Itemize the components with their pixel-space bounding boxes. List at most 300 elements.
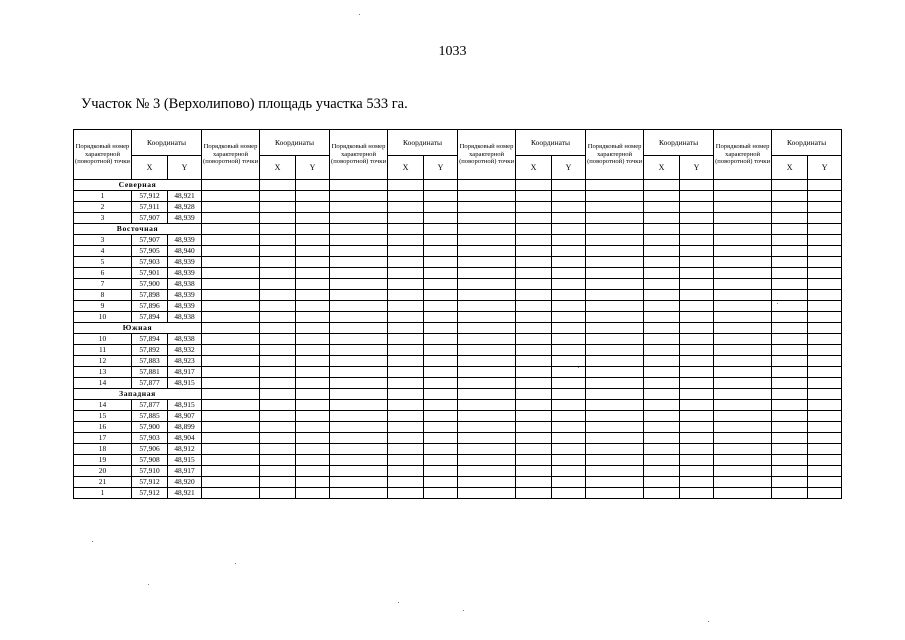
empty-cell <box>424 488 458 499</box>
x-coordinate-cell: 57,892 <box>132 345 168 356</box>
empty-cell <box>772 257 808 268</box>
empty-cell <box>644 224 680 235</box>
empty-cell <box>680 224 714 235</box>
empty-cell <box>202 290 260 301</box>
header-point-number: Порядковый номер характерной (поворотной) точки <box>330 130 388 180</box>
y-coordinate-cell: 48,915 <box>168 400 202 411</box>
header-point-number: Порядковый номер характерной (поворотной) точки <box>458 130 516 180</box>
empty-cell <box>808 246 842 257</box>
point-number-cell: 10 <box>74 334 132 345</box>
empty-cell <box>260 367 296 378</box>
empty-cell <box>424 268 458 279</box>
y-coordinate-cell: 48,921 <box>168 488 202 499</box>
page-number: 1033 <box>438 44 467 59</box>
empty-cell <box>458 246 516 257</box>
x-coordinate-cell: 57,911 <box>132 202 168 213</box>
empty-cell <box>330 323 388 334</box>
empty-cell <box>260 312 296 323</box>
point-number-cell: 13 <box>74 367 132 378</box>
point-number-cell: 5 <box>74 257 132 268</box>
empty-cell <box>516 191 552 202</box>
empty-cell <box>388 279 424 290</box>
empty-cell <box>808 444 842 455</box>
empty-cell <box>458 323 516 334</box>
empty-cell <box>516 433 552 444</box>
point-number-cell: 4 <box>74 246 132 257</box>
empty-cell <box>296 246 330 257</box>
empty-cell <box>772 334 808 345</box>
empty-cell <box>714 477 772 488</box>
empty-cell <box>772 224 808 235</box>
empty-cell <box>260 213 296 224</box>
empty-cell <box>424 301 458 312</box>
y-coordinate-cell: 48,939 <box>168 257 202 268</box>
empty-cell <box>516 202 552 213</box>
empty-cell <box>388 433 424 444</box>
y-coordinate-cell: 48,907 <box>168 411 202 422</box>
empty-cell <box>680 356 714 367</box>
point-number-cell: 15 <box>74 411 132 422</box>
empty-cell <box>388 268 424 279</box>
empty-cell <box>202 202 260 213</box>
empty-cell <box>516 422 552 433</box>
empty-cell <box>680 268 714 279</box>
empty-cell <box>714 455 772 466</box>
point-number-cell: 1 <box>74 488 132 499</box>
empty-cell <box>330 345 388 356</box>
empty-cell <box>586 312 644 323</box>
empty-cell <box>808 224 842 235</box>
empty-cell <box>644 202 680 213</box>
empty-cell <box>424 257 458 268</box>
empty-cell <box>808 323 842 334</box>
empty-cell <box>202 224 260 235</box>
empty-cell <box>586 268 644 279</box>
empty-cell <box>680 235 714 246</box>
empty-cell <box>330 389 388 400</box>
empty-cell <box>808 378 842 389</box>
empty-cell <box>516 477 552 488</box>
header-point-number: Порядковый номер характерной (поворотной) точки <box>74 130 132 180</box>
empty-cell <box>296 345 330 356</box>
empty-cell <box>714 422 772 433</box>
empty-cell <box>458 345 516 356</box>
x-coordinate-cell: 57,896 <box>132 301 168 312</box>
x-coordinate-cell: 57,912 <box>132 191 168 202</box>
scan-speck <box>708 621 709 622</box>
section-heading: Северная <box>74 180 202 191</box>
empty-cell <box>388 202 424 213</box>
empty-cell <box>260 400 296 411</box>
empty-cell <box>552 345 586 356</box>
empty-cell <box>458 224 516 235</box>
empty-cell <box>516 345 552 356</box>
empty-cell <box>458 389 516 400</box>
empty-cell <box>808 477 842 488</box>
empty-cell <box>680 466 714 477</box>
empty-cell <box>808 235 842 246</box>
table-row <box>74 411 842 422</box>
empty-cell <box>330 246 388 257</box>
empty-cell <box>516 257 552 268</box>
empty-cell <box>424 224 458 235</box>
empty-cell <box>388 411 424 422</box>
empty-cell <box>772 235 808 246</box>
section-heading: Восточная <box>74 224 202 235</box>
table-row <box>74 246 842 257</box>
scan-speck <box>359 14 360 15</box>
empty-cell <box>680 301 714 312</box>
empty-cell <box>808 257 842 268</box>
empty-cell <box>644 422 680 433</box>
y-coordinate-cell: 48,938 <box>168 334 202 345</box>
point-number-cell: 11 <box>74 345 132 356</box>
table-row <box>74 301 842 312</box>
scan-speck <box>578 367 579 368</box>
header-x: X <box>388 156 424 180</box>
empty-cell <box>458 367 516 378</box>
section-heading-row <box>74 224 842 235</box>
y-coordinate-cell: 48,939 <box>168 235 202 246</box>
table-row <box>74 378 842 389</box>
header-coordinates: Координаты <box>132 130 202 156</box>
empty-cell <box>202 444 260 455</box>
y-coordinate-cell: 48,939 <box>168 213 202 224</box>
empty-cell <box>552 433 586 444</box>
section-heading: Южная <box>74 323 202 334</box>
empty-cell <box>202 191 260 202</box>
empty-cell <box>424 202 458 213</box>
header-y: Y <box>296 156 330 180</box>
x-coordinate-cell: 57,877 <box>132 378 168 389</box>
empty-cell <box>516 213 552 224</box>
empty-cell <box>296 411 330 422</box>
empty-cell <box>808 367 842 378</box>
empty-cell <box>458 411 516 422</box>
x-coordinate-cell: 57,900 <box>132 279 168 290</box>
empty-cell <box>644 488 680 499</box>
empty-cell <box>458 213 516 224</box>
empty-cell <box>808 334 842 345</box>
header-coordinates: Координаты <box>388 130 458 156</box>
empty-cell <box>586 422 644 433</box>
empty-cell <box>330 356 388 367</box>
empty-cell <box>808 290 842 301</box>
empty-cell <box>552 191 586 202</box>
header-y: Y <box>808 156 842 180</box>
empty-cell <box>424 279 458 290</box>
empty-cell <box>552 312 586 323</box>
empty-cell <box>424 367 458 378</box>
empty-cell <box>586 400 644 411</box>
empty-cell <box>644 180 680 191</box>
empty-cell <box>260 389 296 400</box>
empty-cell <box>202 246 260 257</box>
empty-cell <box>714 213 772 224</box>
empty-cell <box>772 279 808 290</box>
empty-cell <box>516 378 552 389</box>
empty-cell <box>644 466 680 477</box>
point-number-cell: 7 <box>74 279 132 290</box>
empty-cell <box>680 290 714 301</box>
empty-cell <box>680 334 714 345</box>
empty-cell <box>714 444 772 455</box>
empty-cell <box>424 455 458 466</box>
empty-cell <box>330 411 388 422</box>
empty-cell <box>586 367 644 378</box>
empty-cell <box>458 268 516 279</box>
table-row <box>74 455 842 466</box>
empty-cell <box>202 213 260 224</box>
header-coordinates: Координаты <box>516 130 586 156</box>
empty-cell <box>296 466 330 477</box>
empty-cell <box>714 323 772 334</box>
x-coordinate-cell: 57,908 <box>132 455 168 466</box>
x-coordinate-cell: 57,901 <box>132 268 168 279</box>
y-coordinate-cell: 48,923 <box>168 356 202 367</box>
empty-cell <box>260 411 296 422</box>
empty-cell <box>424 356 458 367</box>
empty-cell <box>458 378 516 389</box>
empty-cell <box>516 268 552 279</box>
empty-cell <box>202 422 260 433</box>
empty-cell <box>680 312 714 323</box>
table-row <box>74 422 842 433</box>
x-coordinate-cell: 57,894 <box>132 312 168 323</box>
y-coordinate-cell: 48,912 <box>168 444 202 455</box>
x-coordinate-cell: 57,903 <box>132 433 168 444</box>
empty-cell <box>458 191 516 202</box>
empty-cell <box>202 488 260 499</box>
empty-cell <box>458 235 516 246</box>
header-y: Y <box>680 156 714 180</box>
empty-cell <box>680 279 714 290</box>
empty-cell <box>772 290 808 301</box>
table-row <box>74 356 842 367</box>
empty-cell <box>714 433 772 444</box>
empty-cell <box>202 334 260 345</box>
empty-cell <box>552 378 586 389</box>
empty-cell <box>714 411 772 422</box>
empty-cell <box>644 477 680 488</box>
section-heading-row <box>74 180 842 191</box>
table-row <box>74 290 842 301</box>
empty-cell <box>772 411 808 422</box>
empty-cell <box>644 367 680 378</box>
empty-cell <box>586 180 644 191</box>
empty-cell <box>516 356 552 367</box>
section-heading: Западная <box>74 389 202 400</box>
empty-cell <box>458 455 516 466</box>
empty-cell <box>330 213 388 224</box>
empty-cell <box>714 356 772 367</box>
empty-cell <box>516 301 552 312</box>
table-row <box>74 444 842 455</box>
empty-cell <box>330 422 388 433</box>
empty-cell <box>458 312 516 323</box>
empty-cell <box>296 323 330 334</box>
header-point-number: Порядковый номер характерной (поворотной) точки <box>586 130 644 180</box>
empty-cell <box>772 466 808 477</box>
empty-cell <box>516 290 552 301</box>
empty-cell <box>202 466 260 477</box>
empty-cell <box>330 191 388 202</box>
empty-cell <box>388 257 424 268</box>
empty-cell <box>808 455 842 466</box>
empty-cell <box>458 257 516 268</box>
empty-cell <box>458 444 516 455</box>
header-x: X <box>644 156 680 180</box>
empty-cell <box>424 312 458 323</box>
empty-cell <box>644 235 680 246</box>
empty-cell <box>552 246 586 257</box>
empty-cell <box>202 378 260 389</box>
empty-cell <box>296 257 330 268</box>
point-number-cell: 1 <box>74 191 132 202</box>
point-number-cell: 18 <box>74 444 132 455</box>
empty-cell <box>330 279 388 290</box>
empty-cell <box>680 191 714 202</box>
empty-cell <box>296 224 330 235</box>
x-coordinate-cell: 57,881 <box>132 367 168 378</box>
empty-cell <box>458 400 516 411</box>
empty-cell <box>516 180 552 191</box>
y-coordinate-cell: 48,938 <box>168 312 202 323</box>
empty-cell <box>296 279 330 290</box>
empty-cell <box>644 312 680 323</box>
empty-cell <box>772 378 808 389</box>
empty-cell <box>552 290 586 301</box>
empty-cell <box>458 301 516 312</box>
empty-cell <box>552 279 586 290</box>
empty-cell <box>516 323 552 334</box>
empty-cell <box>772 400 808 411</box>
empty-cell <box>388 290 424 301</box>
empty-cell <box>714 378 772 389</box>
empty-cell <box>714 334 772 345</box>
empty-cell <box>424 389 458 400</box>
empty-cell <box>424 400 458 411</box>
empty-cell <box>680 488 714 499</box>
empty-cell <box>388 301 424 312</box>
y-coordinate-cell: 48,915 <box>168 455 202 466</box>
empty-cell <box>202 367 260 378</box>
empty-cell <box>330 268 388 279</box>
empty-cell <box>388 444 424 455</box>
empty-cell <box>388 356 424 367</box>
x-coordinate-cell: 57,883 <box>132 356 168 367</box>
point-number-cell: 14 <box>74 400 132 411</box>
empty-cell <box>552 477 586 488</box>
empty-cell <box>552 367 586 378</box>
x-coordinate-cell: 57,907 <box>132 235 168 246</box>
empty-cell <box>644 323 680 334</box>
point-number-cell: 19 <box>74 455 132 466</box>
empty-cell <box>202 312 260 323</box>
empty-cell <box>644 455 680 466</box>
empty-cell <box>586 356 644 367</box>
empty-cell <box>516 400 552 411</box>
x-coordinate-cell: 57,912 <box>132 488 168 499</box>
empty-cell <box>644 290 680 301</box>
empty-cell <box>714 202 772 213</box>
scan-speck <box>235 563 236 564</box>
empty-cell <box>772 389 808 400</box>
empty-cell <box>260 268 296 279</box>
empty-cell <box>680 378 714 389</box>
empty-cell <box>552 323 586 334</box>
empty-cell <box>296 356 330 367</box>
empty-cell <box>714 389 772 400</box>
y-coordinate-cell: 48,932 <box>168 345 202 356</box>
header-coordinates: Координаты <box>260 130 330 156</box>
empty-cell <box>296 334 330 345</box>
empty-cell <box>772 345 808 356</box>
empty-cell <box>586 224 644 235</box>
empty-cell <box>330 224 388 235</box>
point-number-cell: 21 <box>74 477 132 488</box>
empty-cell <box>424 411 458 422</box>
empty-cell <box>680 323 714 334</box>
empty-cell <box>714 268 772 279</box>
empty-cell <box>296 433 330 444</box>
empty-cell <box>680 180 714 191</box>
empty-cell <box>644 246 680 257</box>
empty-cell <box>202 433 260 444</box>
empty-cell <box>808 433 842 444</box>
header-coordinates: Координаты <box>644 130 714 156</box>
empty-cell <box>552 488 586 499</box>
table-row <box>74 191 842 202</box>
x-coordinate-cell: 57,894 <box>132 334 168 345</box>
empty-cell <box>586 290 644 301</box>
empty-cell <box>714 257 772 268</box>
empty-cell <box>644 213 680 224</box>
empty-cell <box>552 224 586 235</box>
empty-cell <box>808 411 842 422</box>
empty-cell <box>586 191 644 202</box>
empty-cell <box>680 477 714 488</box>
empty-cell <box>388 235 424 246</box>
empty-cell <box>296 180 330 191</box>
empty-cell <box>424 246 458 257</box>
empty-cell <box>552 356 586 367</box>
empty-cell <box>424 345 458 356</box>
empty-cell <box>330 466 388 477</box>
header-y: Y <box>168 156 202 180</box>
empty-cell <box>552 235 586 246</box>
table-row <box>74 213 842 224</box>
empty-cell <box>388 323 424 334</box>
empty-cell <box>330 290 388 301</box>
empty-cell <box>772 455 808 466</box>
empty-cell <box>714 290 772 301</box>
empty-cell <box>260 257 296 268</box>
empty-cell <box>772 367 808 378</box>
empty-cell <box>388 400 424 411</box>
empty-cell <box>260 301 296 312</box>
empty-cell <box>644 301 680 312</box>
empty-cell <box>388 422 424 433</box>
x-coordinate-cell: 57,885 <box>132 411 168 422</box>
empty-cell <box>644 378 680 389</box>
empty-cell <box>296 290 330 301</box>
empty-cell <box>680 202 714 213</box>
x-coordinate-cell: 57,912 <box>132 477 168 488</box>
empty-cell <box>644 257 680 268</box>
empty-cell <box>586 323 644 334</box>
empty-cell <box>586 389 644 400</box>
